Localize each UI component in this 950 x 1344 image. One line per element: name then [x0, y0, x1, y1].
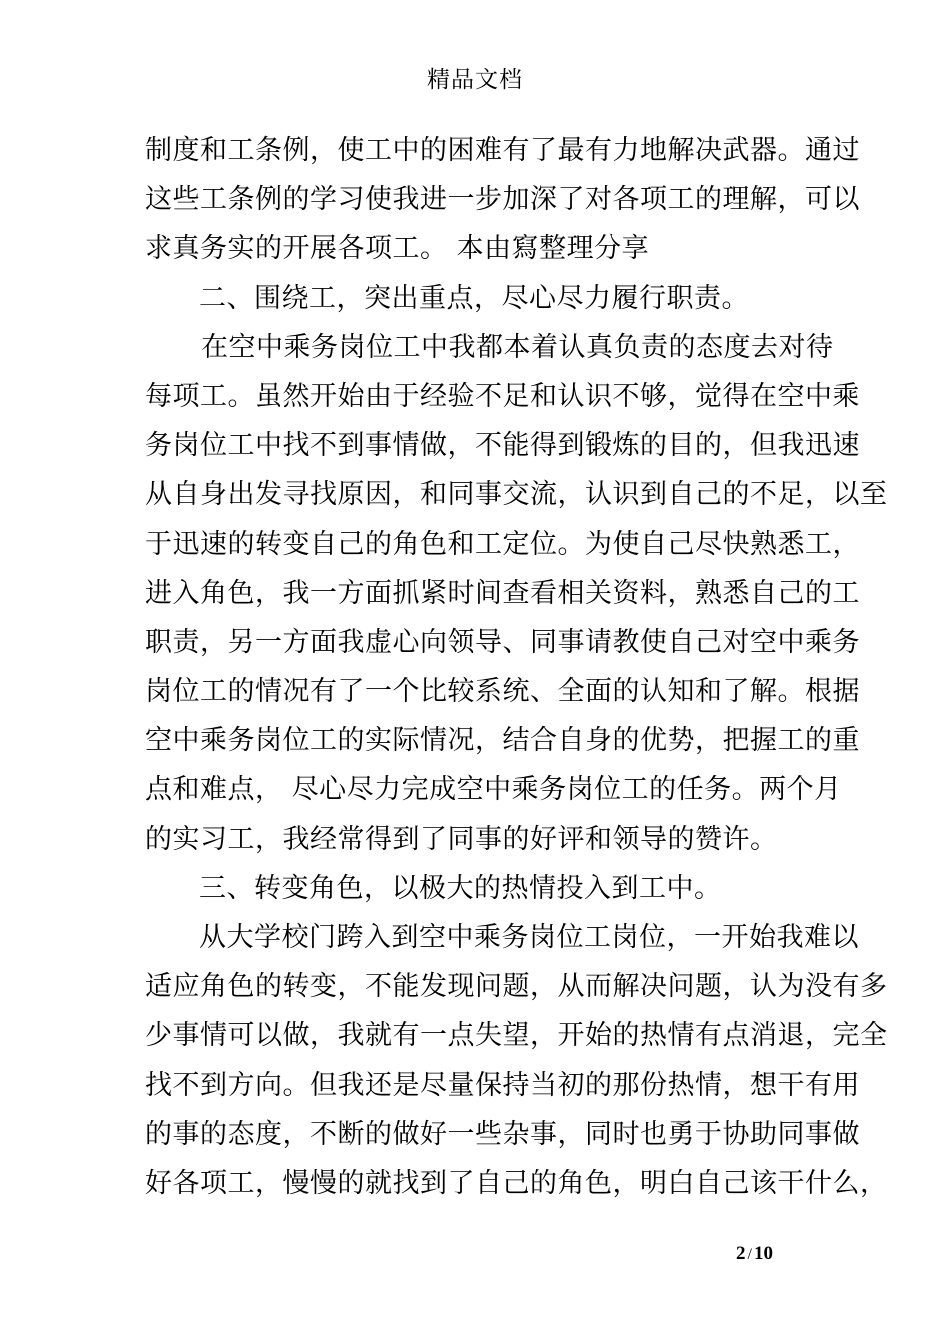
text-line: 从自身出发寻找原因，和同事交流，认识到自己的不足，以至 [145, 479, 888, 511]
page-header: 精品文档 [427, 67, 523, 93]
text-line: 岗位工的情况有了一个比较系统、全面的认知和了解。根据 [145, 676, 860, 708]
text-line: 少事情可以做，我就有一点失望，开始的热情有点消退，完全 [145, 1020, 888, 1052]
section-heading: 二、围绕工，突出重点，尽心尽力履行职责。 [199, 282, 749, 314]
page-separator: / [747, 1246, 752, 1263]
text-line: 职责，另一方面我虚心向领导、同事请教使自己对空中乘务 [145, 626, 860, 658]
text-line: 务岗位工中找不到事情做，不能得到锻炼的目的，但我迅速 [145, 430, 860, 462]
text-line: 求真务实的开展各项工。 本由寫整理分享 [145, 233, 650, 265]
text-line: 好各项工，慢慢的就找到了自己的角色，明白自己该干什么， [145, 1167, 888, 1199]
text-line: 每项工。虽然开始由于经验不足和认识不够，觉得在空中乘 [145, 380, 860, 412]
text-line: 的事的态度，不断的做好一些杂事，同时也勇于协助同事做 [145, 1118, 860, 1150]
text-line: 进入角色，我一方面抓紧时间查看相关资料，熟悉自己的工 [145, 577, 860, 609]
text-line: 点和难点， 尽心尽力完成空中乘务岗位工的任务。两个月 [145, 774, 842, 806]
text-line: 这些工条例的学习使我进一步加深了对各项工的理解，可以 [145, 184, 860, 216]
text-line: 于迅速的转变自己的角色和工定位。为使自己尽快熟悉工， [145, 528, 860, 560]
text-line: 制度和工条例，使工中的困难有了最有力地解决武器。通过 [145, 135, 860, 166]
section-heading: 三、转变角色，以极大的热情投入到工中。 [199, 872, 722, 904]
text-line: 空中乘务岗位工的实际情况，结合自身的优势，把握工的重 [145, 725, 860, 757]
page-number [736, 1240, 773, 1269]
text-line: 的实习工，我经常得到了同事的好评和领导的赞许。 [145, 823, 778, 855]
text-line: 适应角色的转变，不能发现问题，从而解决问题，认为没有多 [145, 971, 888, 1003]
text-line: 找不到方向。但我还是尽量保持当初的那份热情，想干有用 [145, 1069, 860, 1101]
page-total: 10 [753, 1243, 773, 1264]
page-current: 2 [736, 1243, 746, 1264]
body-text [145, 126, 888, 1208]
text-line: 在空中乘务岗位工中我都本着认真负责的态度去对待 [201, 331, 834, 363]
text-line: 从大学校门跨入到空中乘务岗位工岗位，一开始我难以 [199, 922, 859, 953]
